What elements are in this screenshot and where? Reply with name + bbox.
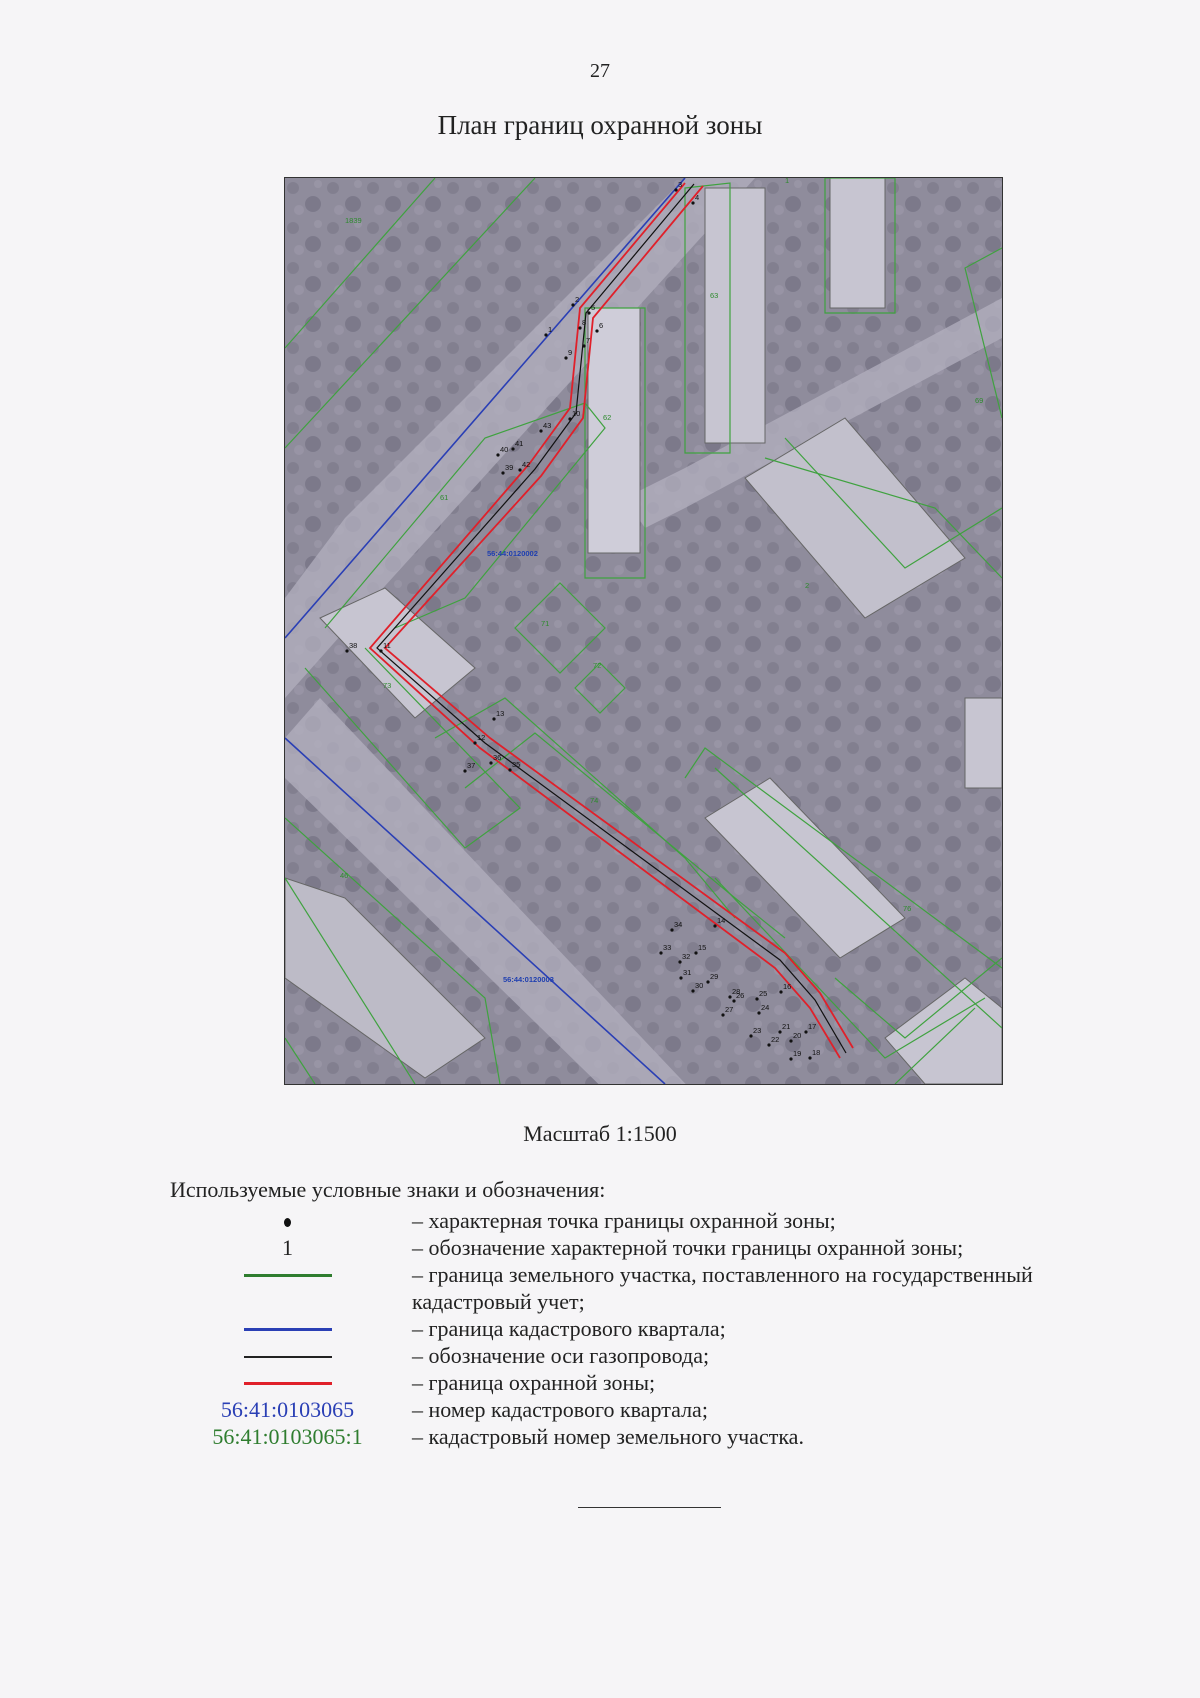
boundary-point-label: 27 (725, 1005, 734, 1014)
legend-text: – характерная точка границы охранной зоны; (412, 1208, 836, 1233)
boundary-point-label: 43 (543, 421, 552, 430)
legend-row-quarter-number (170, 1396, 1130, 1424)
parcel-number-label: 74 (590, 796, 599, 805)
building (705, 188, 765, 443)
legend-text: – обозначение характерной точки границы охранной зоны; (412, 1235, 964, 1260)
boundary-point-label: 40 (500, 445, 509, 454)
boundary-point-label: 21 (782, 1022, 791, 1031)
boundary-point-label: 33 (663, 943, 672, 952)
legend-row-point-label (170, 1234, 1130, 1262)
legend-text: – кадастровый номер земельного участка. (412, 1424, 804, 1449)
boundary-point-label: 15 (698, 943, 707, 952)
legend-row-parcel (170, 1261, 1130, 1314)
boundary-point-label: 41 (515, 439, 524, 448)
page-number: 27 (590, 60, 610, 82)
quarter-number-label: 56:44:0120002 (487, 549, 538, 558)
page-title: План границ охранной зоны (437, 110, 763, 140)
point-dot-icon (284, 1218, 291, 1227)
boundary-point-label: 9 (568, 348, 573, 357)
boundary-point-label: 28 (732, 987, 741, 996)
parcel-number-label: 46 (340, 871, 349, 880)
boundary-point-label: 2 (575, 295, 580, 304)
boundary-point-label: 39 (505, 463, 514, 472)
parcel-number-label: 69 (975, 396, 984, 405)
map-scale: Масштаб 1:1500 (523, 1121, 677, 1146)
legend-text: – граница охранной зоны; (412, 1370, 656, 1395)
boundary-point-label: 36 (493, 753, 502, 762)
boundary-point-label: 19 (793, 1049, 802, 1058)
boundary-point-label: 8 (582, 318, 587, 327)
boundary-point-label: 6 (599, 321, 604, 330)
boundary-point-label: 7 (586, 336, 591, 345)
boundary-point-label: 30 (695, 981, 704, 990)
map-canvas (285, 178, 1002, 1084)
boundary-point-label: 37 (467, 761, 476, 770)
building (830, 178, 885, 308)
legend-text: – номер кадастрового квартала; (412, 1397, 708, 1422)
boundary-point-label: 4 (695, 193, 700, 202)
legend-row-zone (170, 1369, 1130, 1397)
legend-row-axis (170, 1342, 1130, 1370)
boundary-point-label: 25 (759, 989, 768, 998)
boundary-point-label: 14 (717, 916, 726, 925)
boundary-point-label: 18 (812, 1048, 821, 1057)
legend-symbol-label: 1 (282, 1235, 293, 1260)
parcel-number-label: 1 (785, 178, 790, 185)
boundary-point-label: 13 (496, 709, 505, 718)
legend-text: – граница земельного участка, поставленного на государственный кадастровый учет; (412, 1262, 1033, 1314)
boundary-point-label: 24 (761, 1003, 770, 1012)
legend-row-quarter (170, 1315, 1130, 1343)
parcel-number-label: 73 (383, 681, 392, 690)
legend-row-point (170, 1207, 1130, 1235)
legend-symbol-point (170, 1207, 405, 1235)
boundary-point-label: 29 (710, 972, 719, 981)
boundary-point-label: 32 (682, 952, 691, 961)
boundary-point-label: 17 (808, 1022, 817, 1031)
boundary-point-label: 1 (548, 325, 553, 334)
map-plan (284, 177, 1003, 1085)
parcel-number-label: 63 (710, 291, 719, 300)
legend-text: – обозначение оси газопровода; (412, 1343, 710, 1368)
boundary-point-label: 16 (783, 982, 792, 991)
parcel-number-label: 61 (440, 493, 449, 502)
boundary-point-label: 3 (678, 180, 683, 189)
boundary-point-label: 5 (591, 303, 596, 312)
black-line-icon (244, 1356, 332, 1358)
boundary-point-label: 22 (771, 1035, 780, 1044)
legend-title: Используемые условные знаки и обозначения: (170, 1177, 606, 1202)
footer-rule (578, 1507, 721, 1508)
red-line-icon (244, 1382, 332, 1385)
building (965, 698, 1002, 788)
boundary-point-label: 20 (793, 1031, 802, 1040)
green-line-icon (244, 1274, 332, 1277)
boundary-point-label: 42 (522, 460, 531, 469)
legend-row-parcel-number (170, 1423, 1130, 1451)
boundary-point-label: 12 (477, 733, 486, 742)
boundary-point-label: 35 (512, 760, 521, 769)
legend-symbol-parcel-number: 56:41:0103065:1 (212, 1424, 363, 1449)
parcel-number-label: 76 (903, 904, 912, 913)
boundary-point-label: 31 (683, 968, 692, 977)
boundary-point-label: 26 (736, 991, 745, 1000)
parcel-number-label: 1839 (345, 216, 362, 225)
boundary-point-label: 34 (674, 920, 683, 929)
boundary-point-label: 23 (753, 1026, 762, 1035)
parcel-number-label: 72 (593, 661, 602, 670)
parcel-number-label: 2 (805, 581, 810, 590)
quarter-number-label: 56:44:0120003 (503, 975, 554, 984)
boundary-point-label: 11 (383, 641, 391, 650)
legend-symbol-quarter-number: 56:41:0103065 (220, 1397, 355, 1422)
boundary-point-label: 38 (349, 641, 358, 650)
blue-line-icon (244, 1328, 332, 1331)
legend-text: – граница кадастрового квартала; (412, 1316, 726, 1341)
boundary-point-label: 10 (572, 409, 581, 418)
parcel-number-label: 62 (603, 413, 612, 422)
parcel-number-label: 71 (541, 619, 550, 628)
building (588, 308, 640, 553)
